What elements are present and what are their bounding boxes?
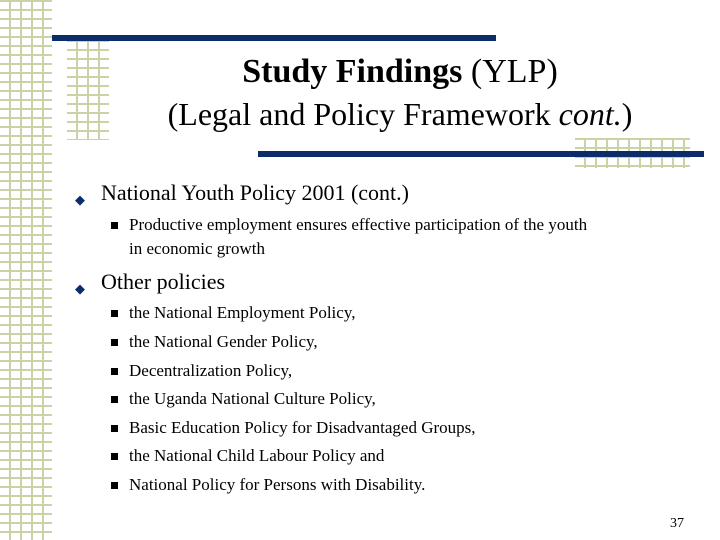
- subtitle-close: ): [621, 96, 633, 132]
- sub-bullet-text: the National Gender Policy,: [129, 332, 318, 351]
- page-number: 37: [670, 516, 684, 531]
- slide-title: [110, 52, 690, 92]
- sub-bullet-text: Basic Education Policy for Disadvantaged Groups,: [129, 418, 476, 437]
- title-paren: (YLP): [470, 53, 558, 90]
- title-main: Study Findings: [242, 53, 463, 90]
- sub-bullet-text: the National Employment Policy,: [129, 303, 356, 322]
- bullet-text: Other policies: [101, 269, 226, 294]
- square-bullet-icon: [111, 368, 118, 375]
- square-bullet-icon: [111, 482, 118, 489]
- left-decorative-stripe: [0, 0, 52, 540]
- diamond-bullet-icon: ◆: [75, 192, 85, 207]
- sub-bullet-text: in economic growth: [129, 239, 265, 258]
- sub-bullet-text: the National Child Labour Policy and: [129, 446, 385, 465]
- sub-bullet-text: Productive employment ensures effective participation of the youth: [129, 215, 588, 234]
- square-bullet-icon: [111, 339, 118, 346]
- title-top-bar: [52, 35, 496, 41]
- square-bullet-icon: [111, 396, 118, 403]
- subtitle-part: (Legal and Policy Framework: [167, 96, 551, 132]
- sub-bullet-text: Decentralization Policy,: [129, 361, 293, 380]
- square-bullet-icon: [111, 425, 118, 432]
- diamond-bullet-icon: ◆: [75, 281, 85, 296]
- bullet-text: National Youth Policy 2001 (cont.): [101, 180, 409, 205]
- slide-subtitle: [100, 94, 700, 134]
- sub-bullet-text: the Uganda National Culture Policy,: [129, 389, 376, 408]
- square-bullet-icon: [111, 222, 118, 229]
- square-bullet-icon: [111, 453, 118, 460]
- sub-bullet-text: National Policy for Persons with Disability.: [129, 475, 426, 494]
- square-bullet-icon: [111, 310, 118, 317]
- title-bottom-bar: [258, 151, 704, 157]
- subtitle-cont: cont.: [558, 96, 622, 132]
